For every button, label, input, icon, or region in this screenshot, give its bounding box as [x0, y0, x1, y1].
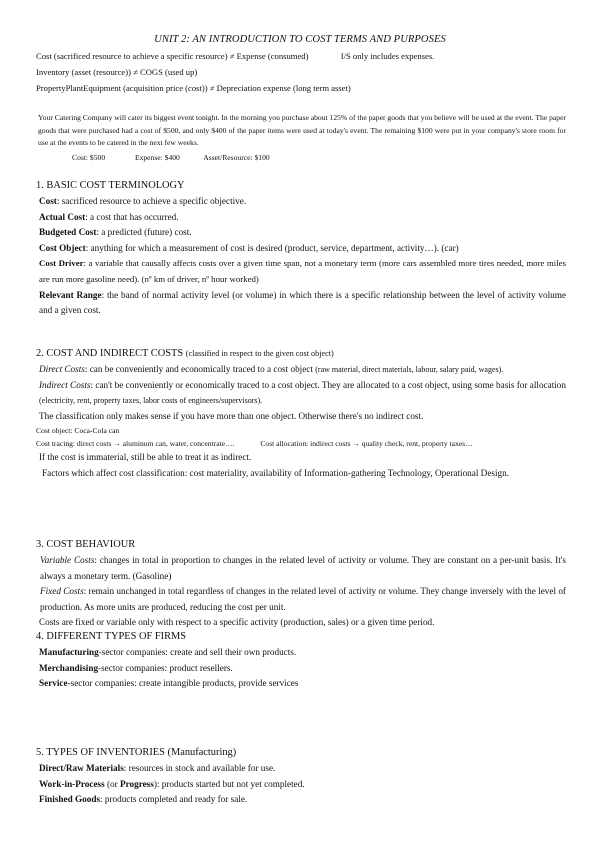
- heading-note: (classified in respect to the given cost object): [185, 349, 334, 358]
- section-1-heading: 1. BASIC COST TERMINOLOGY: [36, 180, 185, 191]
- cost-driver-definition: [36, 256, 566, 287]
- example-cost: Cost: $500: [72, 153, 106, 162]
- section-types-of-firms: [36, 629, 566, 692]
- actual-cost-definition: [36, 210, 566, 226]
- manufacturing-firms: [36, 645, 566, 661]
- section-cost-behaviour: [36, 537, 566, 631]
- definition: : can be conveniently and economically traced to a cost object: [84, 364, 313, 374]
- service-firms: [36, 676, 566, 692]
- section-4-heading: 4. DIFFERENT TYPES OF FIRMS: [36, 631, 187, 642]
- definition: : the band of normal activity level (or volume) in which there is a specific relationship between the level of activity volume and a given cost.: [39, 289, 566, 316]
- cost-tracing: Cost tracing: direct costs → aluminum can, water, concentrate….: [36, 439, 235, 449]
- definition: -sector companies: create and sell their own products.: [98, 647, 297, 657]
- definition: : can't be conveniently or economically traced to a cost object. They are allocated to a cost object, using some basis for allocation: [90, 379, 566, 390]
- connector: (or: [104, 778, 120, 789]
- term: Direct Costs: [39, 364, 85, 374]
- term: Direct/Raw Materials: [39, 763, 124, 773]
- definition: -sector companies: product resellers.: [98, 662, 233, 673]
- section-5-heading: 5. TYPES OF INVENTORIES (Manufacturing): [36, 747, 237, 758]
- work-in-process: [36, 777, 566, 793]
- term: Fixed Costs: [40, 586, 84, 597]
- section-3-heading: 3. COST BEHAVIOUR: [36, 539, 136, 550]
- page-title: UNIT 2: AN INTRODUCTION TO COST TERMS AND PURPOSES: [154, 34, 446, 45]
- definition: -sector companies: create intangible products, provide services: [67, 678, 299, 689]
- term: Variable Costs: [40, 555, 95, 565]
- finished-goods: [36, 792, 566, 808]
- cost-allocation: Cost allocation: indirect costs → quality check, rent, property taxes…: [260, 439, 473, 449]
- cost-object-example: Cost object: Coca-Cola can: [36, 426, 120, 436]
- term: Indirect Costs: [39, 379, 91, 390]
- definition: : a predicted (future) cost.: [96, 227, 192, 238]
- example-asset: Asset/Resource: $100: [203, 153, 270, 162]
- merchandising-firms: [36, 661, 566, 677]
- cost-definition: [36, 194, 566, 210]
- term-alt: Progress: [119, 778, 154, 789]
- term: Cost: [39, 196, 57, 206]
- term: Service: [39, 678, 68, 689]
- term: Merchandising: [39, 662, 99, 673]
- definition: : anything for which a measurement of cost is desired (product, service, department, activity…). (car): [85, 242, 459, 253]
- direct-costs-definition: [36, 362, 566, 378]
- cost-behaviour-note: Costs are fixed or variable only with respect to a specific activity (production, sales) or a given time period.: [39, 617, 435, 628]
- definition: : products completed and ready for sale.: [100, 794, 248, 805]
- definition: : resources in stock and available for use.: [123, 763, 276, 773]
- example-summary: [72, 152, 566, 165]
- classification-factors: Factors which affect cost classification: cost materiality, availability of Information-gathering Technology, Operational Design.: [42, 467, 510, 478]
- relevant-range-definition: [36, 288, 566, 319]
- ppe-line: PropertyPlantEquipment (acquisition price (cost)) ≠ Depreciation expense (long term asset): [36, 83, 351, 93]
- indirect-costs-definition: [36, 378, 566, 409]
- cost-vs-expense-text: Cost (sacrificed resource to achieve a specific resource) ≠ Expense (consumed): [36, 51, 309, 61]
- term: Work-in-Process: [39, 778, 105, 789]
- heading-text: 2. COST AND INDIRECT COSTS: [36, 348, 184, 359]
- example-expense: Expense: $400: [134, 153, 180, 162]
- term: Budgeted Cost: [39, 227, 97, 238]
- section-2-heading: [36, 346, 566, 362]
- definition: : changes in total in proportion to changes in the related level of activity or volume. They are constant on a per-unit basis. It's always a monetary term. (Gasoline): [40, 555, 566, 581]
- inventory-line: Inventory (asset (resource)) ≠ COGS (used up): [36, 67, 198, 77]
- budgeted-cost-definition: [36, 225, 566, 241]
- cost-vs-expense-line: [36, 48, 566, 64]
- definition: ): products started but not yet completed.: [153, 778, 305, 789]
- section-types-of-inventories: [36, 745, 566, 808]
- immaterial-note: If the cost is immaterial, still be able to treat it as indirect.: [39, 452, 252, 463]
- term: Manufacturing: [39, 647, 99, 657]
- section-direct-indirect-costs: [36, 346, 566, 482]
- definition: : a cost that has occurred.: [85, 211, 179, 222]
- definition: : a variable that causally affects costs over a given time span, not a monetary term (more cars assembled more tires needed, more miles are run more gasoline need). (nº km of driver, nº hour worked): [39, 258, 566, 284]
- term: Relevant Range: [39, 289, 102, 300]
- definition-note: (electricity, rent, property taxes, labor costs of engineers/supervisors).: [39, 396, 263, 406]
- term: Finished Goods: [39, 794, 101, 805]
- cost-object-definition: [36, 241, 566, 257]
- raw-materials: [36, 761, 566, 777]
- section-basic-terminology: [36, 178, 566, 319]
- example-paragraph: [38, 112, 566, 150]
- variable-costs-definition: [36, 553, 566, 584]
- intro-block: [36, 48, 566, 96]
- fixed-costs-definition: [36, 584, 566, 615]
- is-note: I/S only includes expenses.: [340, 51, 435, 61]
- term: Cost Driver: [39, 258, 84, 269]
- definition: : remain unchanged in total regardless of changes in the related level of activity or volume. They change inversely with the level of production. As more units are produced, reducing the cost per unit.: [40, 586, 566, 612]
- tracing-allocation-line: [36, 437, 566, 450]
- definition-note: (raw material, direct materials, labour, salary paid, wages).: [315, 365, 504, 374]
- term: Actual Cost: [39, 211, 86, 222]
- term: Cost Object: [39, 242, 86, 253]
- classification-note: The classification only makes sense if you have more than one object. Otherwise there's no indirect cost.: [39, 410, 424, 421]
- example-text: Your Catering Company will cater its biggest event tonight. In the morning you purchase about 125% of the paper goods that you believe will be used at the event. The paper goods that were purchased had a cost of $500, and only $400 of the paper items were used at today's event. The remaining $100 were put in your company's store room for use at the events to be catered in the next few weeks.: [38, 113, 566, 147]
- definition: : sacrificed resource to achieve a specific objective.: [56, 196, 247, 206]
